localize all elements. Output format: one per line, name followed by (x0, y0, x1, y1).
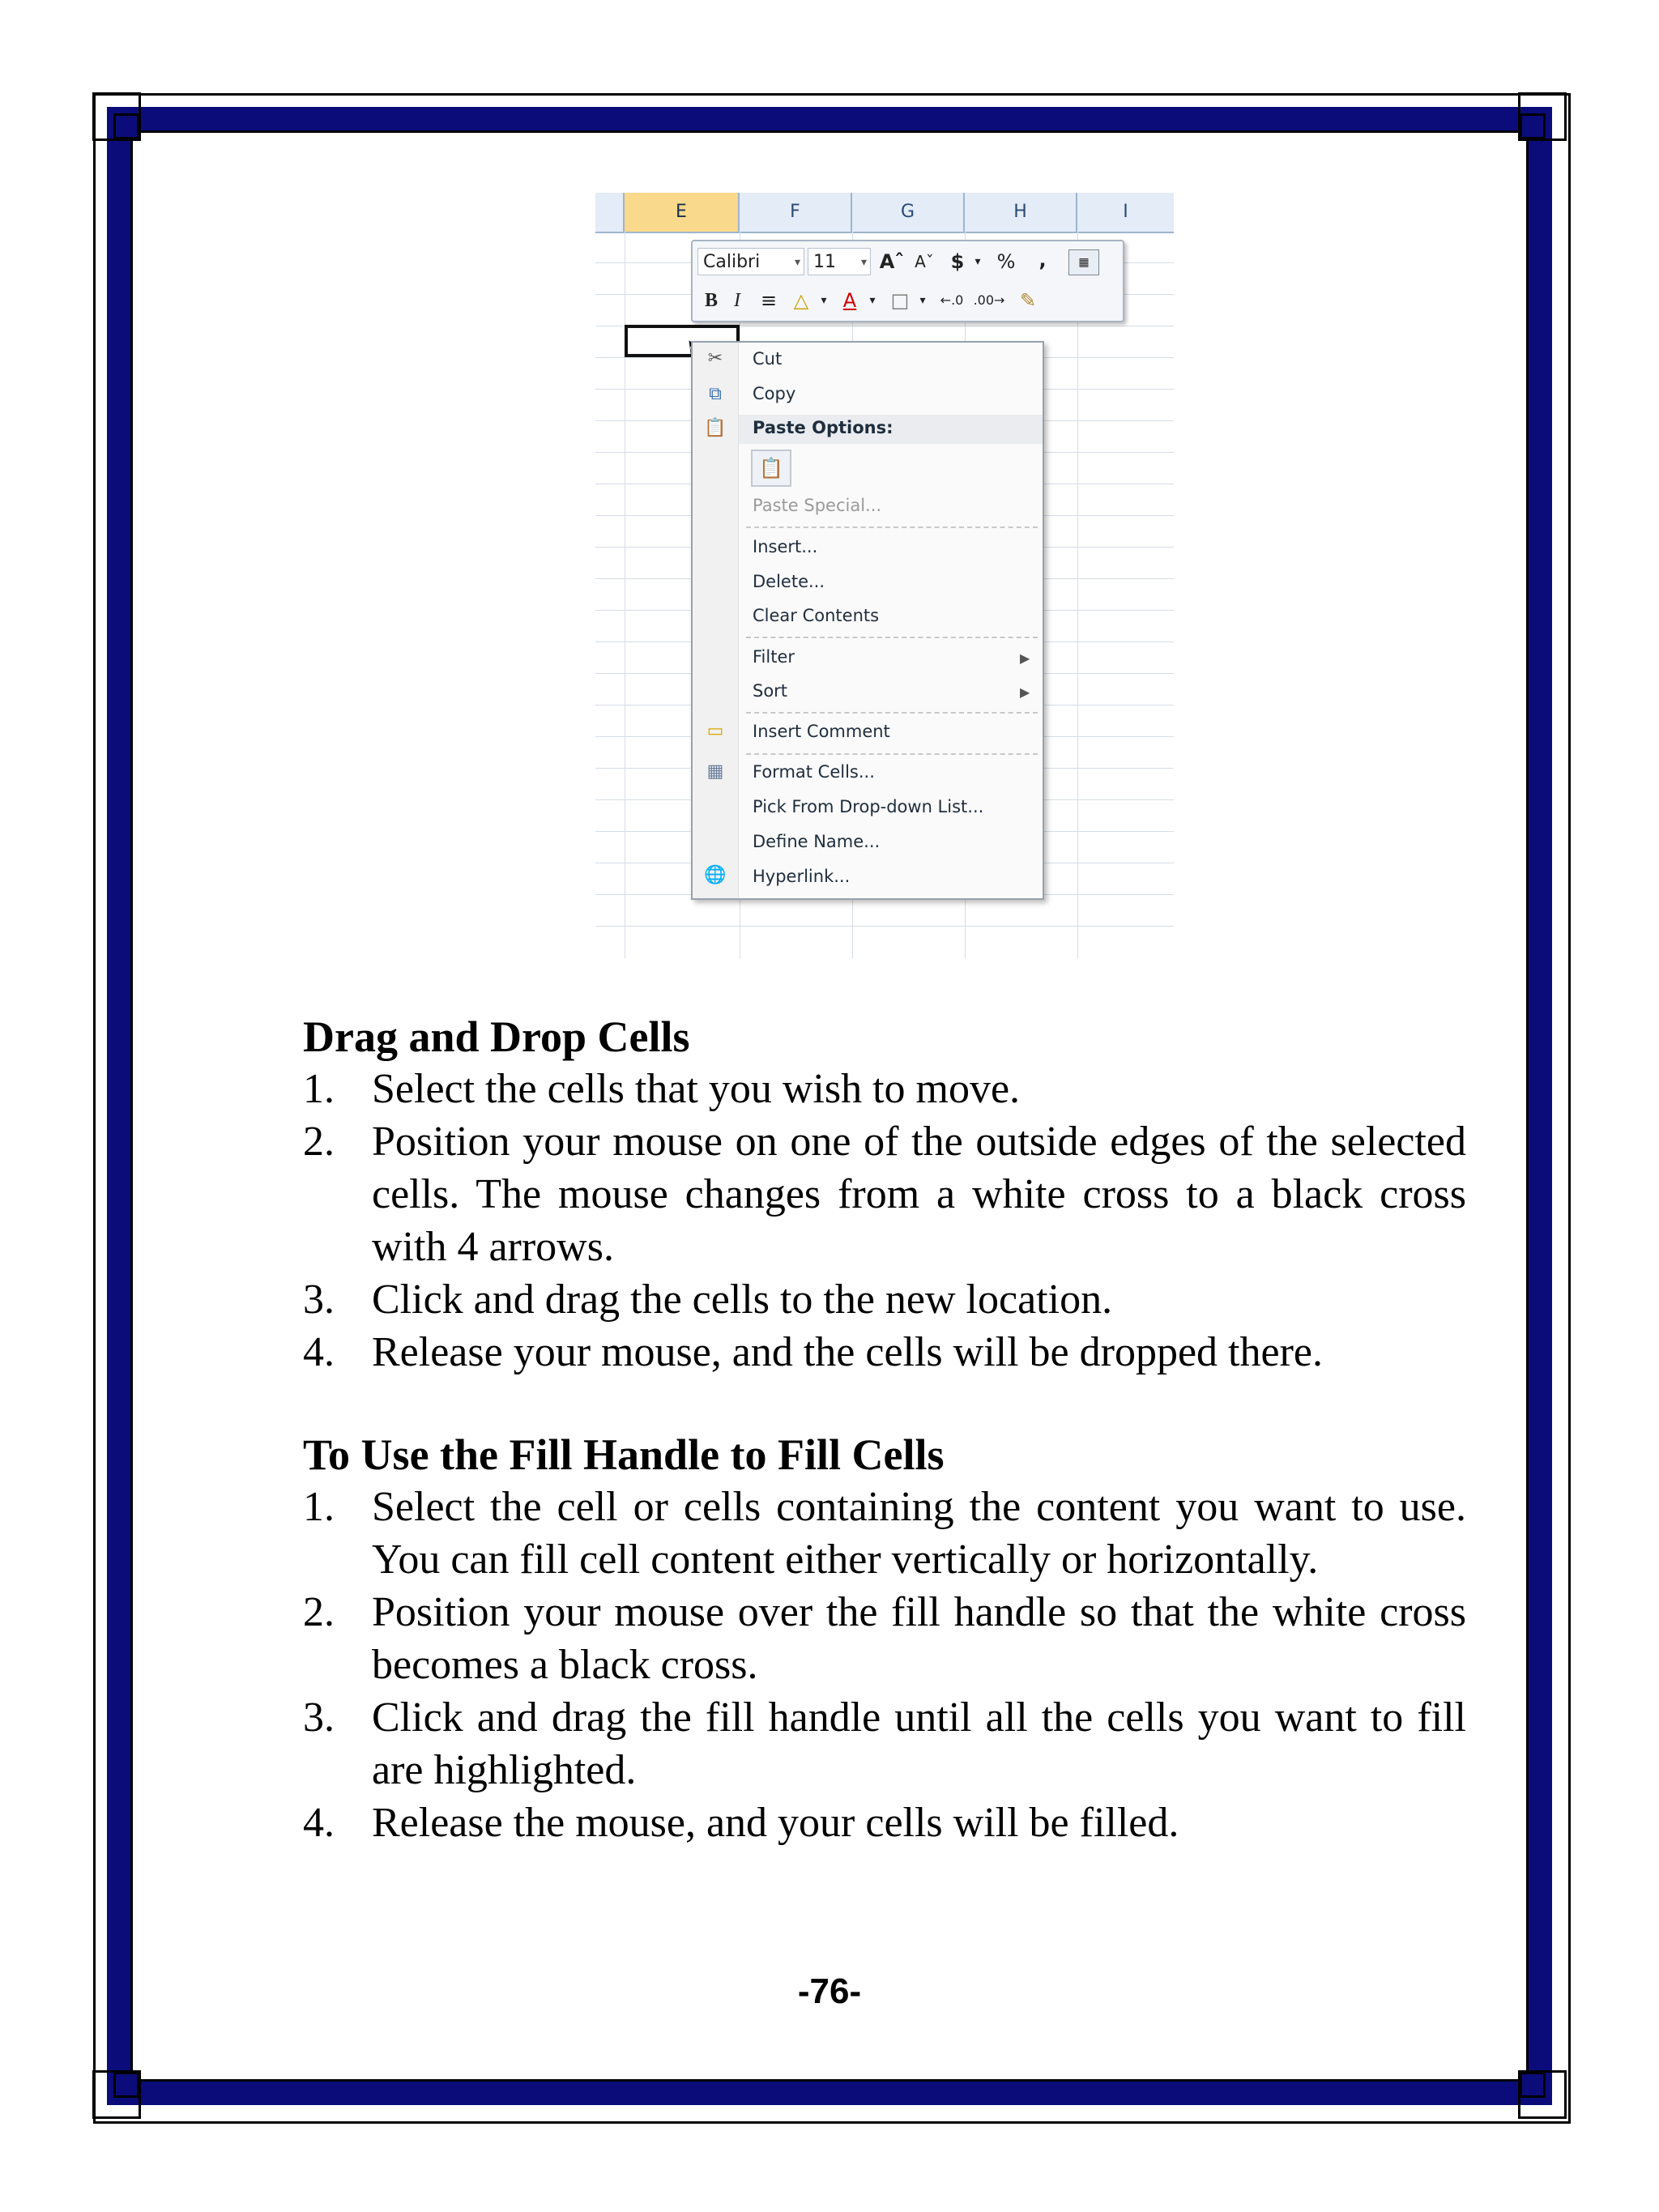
chevron-down-icon[interactable]: ▾ (919, 294, 926, 307)
fill-color-icon[interactable]: △ (793, 289, 809, 312)
column-header-e[interactable]: E (625, 193, 740, 232)
menu-item-pick-from-list[interactable]: Pick From Drop-down List... (753, 797, 984, 816)
excel-screenshot (595, 193, 1174, 958)
font-name-dropdown[interactable] (697, 248, 804, 275)
submenu-arrow-icon: ▶ (1020, 684, 1030, 700)
font-name-value: Calibri (703, 252, 761, 272)
frame-corner-square-br (1520, 2072, 1546, 2098)
page-number: -76- (797, 1971, 862, 2011)
fill-handle-steps (303, 1481, 1466, 1849)
paste-options-header: Paste Options: (753, 418, 893, 437)
list-item (303, 1481, 1466, 1586)
column-header-i[interactable]: I (1123, 202, 1128, 222)
list-item-number: 2. (303, 1589, 335, 1635)
menu-item-paste-special[interactable]: Paste Special... (753, 496, 882, 515)
currency-button[interactable]: $ (950, 250, 965, 273)
list-item-number: 1. (303, 1484, 335, 1530)
list-item-number: 3. (303, 1694, 335, 1741)
menu-separator (746, 712, 1038, 714)
menu-item-define-name[interactable]: Define Name... (753, 832, 881, 851)
chevron-down-icon[interactable]: ▾ (975, 255, 981, 268)
menu-item-hyperlink[interactable]: Hyperlink... (753, 867, 851, 886)
menu-item-filter[interactable]: Filter (753, 647, 795, 667)
menu-item-insert[interactable]: Insert... (753, 537, 818, 556)
menu-item-insert-comment[interactable]: Insert Comment (753, 722, 890, 741)
row-header-corner (595, 193, 625, 232)
chevron-down-icon[interactable]: ▾ (869, 294, 876, 307)
list-item-text: Click and drag the cells to the new location. (372, 1276, 1113, 1323)
menu-separator (746, 526, 1038, 528)
column-header-f[interactable]: F (740, 193, 852, 232)
font-size-dropdown[interactable] (808, 248, 871, 275)
section-title-drag-drop: Drag and Drop Cells (303, 1012, 690, 1061)
menu-item-cut[interactable]: Cut (753, 349, 783, 369)
column-header-g[interactable]: G (852, 193, 965, 232)
copy-icon: ⧉ (709, 384, 722, 404)
list-item (303, 1063, 1466, 1115)
grow-font-button[interactable]: Aˆ (879, 250, 905, 273)
list-item (303, 1115, 1466, 1273)
section-title-fill-handle: To Use the Fill Handle to Fill Cells (303, 1430, 945, 1479)
list-item-number: 3. (303, 1276, 335, 1323)
format-cells-icon: ▦ (706, 761, 724, 782)
font-color-icon[interactable]: A (842, 289, 857, 312)
frame-corner-square-tr (1520, 113, 1546, 139)
context-menu (691, 341, 1044, 900)
list-item-number: 2. (303, 1119, 335, 1165)
list-item (303, 1586, 1466, 1691)
bold-button[interactable]: B (704, 290, 718, 311)
document-body (303, 1011, 1466, 1849)
chevron-down-icon: ▾ (794, 256, 800, 269)
percent-button[interactable]: % (996, 250, 1016, 273)
menu-item-clear-contents[interactable]: Clear Contents (753, 606, 880, 625)
format-painter-table-icon[interactable]: ▦ (1068, 249, 1099, 275)
menu-separator (746, 753, 1038, 755)
drag-drop-steps (303, 1063, 1466, 1379)
list-item-number: 4. (303, 1800, 335, 1846)
list-item (303, 1326, 1466, 1379)
paste-option-clipboard-icon[interactable]: 📋 (751, 450, 791, 487)
list-item-text: Position your mouse on one of the outside edges of the selected cells. The mouse changes from a white cross to a black cross with 4 arrows. (372, 1119, 1466, 1270)
increase-decimal-icon[interactable]: ←.0 (940, 292, 964, 308)
list-item-text: Click and drag the fill handle until all the cells you want to fill are highlighted. (372, 1694, 1466, 1793)
scissors-icon: ✂ (707, 348, 723, 369)
borders-icon[interactable]: □ (890, 289, 910, 312)
list-item (303, 1796, 1466, 1849)
list-item-text: Position your mouse over the fill handle so that the white cross becomes a black cross. (372, 1589, 1466, 1688)
menu-item-sort[interactable]: Sort (753, 681, 788, 701)
list-item-number: 1. (303, 1066, 335, 1112)
list-item-text: Select the cells that you wish to move. (372, 1066, 1021, 1112)
shrink-font-button[interactable]: Aˇ (915, 252, 934, 271)
list-item-text: Release your mouse, and the cells will be dropped there. (372, 1329, 1323, 1375)
comment-icon: ▭ (706, 721, 724, 741)
decrease-decimal-icon[interactable]: .00→ (973, 292, 1005, 308)
frame-corner-square-bl (113, 2072, 139, 2098)
chevron-down-icon: ▾ (860, 256, 867, 269)
menu-item-delete[interactable]: Delete... (753, 572, 825, 591)
menu-separator (746, 637, 1038, 638)
frame-corner-square-tl (113, 113, 139, 139)
italic-button[interactable]: I (734, 290, 740, 311)
column-header-h[interactable]: H (965, 193, 1077, 232)
chevron-down-icon[interactable]: ▾ (821, 294, 827, 307)
clipboard-icon: 📋 (704, 418, 727, 438)
submenu-arrow-icon: ▶ (1020, 650, 1030, 666)
mini-toolbar (691, 240, 1124, 322)
align-center-icon[interactable]: ≡ (760, 289, 778, 312)
comma-style-button[interactable]: , (1038, 249, 1047, 271)
list-item-number: 4. (303, 1329, 335, 1375)
list-item (303, 1273, 1466, 1326)
format-painter-icon[interactable]: ✎ (1019, 289, 1037, 312)
hyperlink-globe-icon: 🌐 (704, 865, 727, 885)
menu-item-copy[interactable]: Copy (753, 384, 796, 403)
list-item-text: Release the mouse, and your cells will be filled. (372, 1800, 1179, 1846)
font-size-value: 11 (813, 252, 836, 272)
menu-item-format-cells[interactable]: Format Cells... (753, 762, 875, 782)
list-item-text: Select the cell or cells containing the content you want to use. You can fill cell content either vertically or horizontally. (372, 1484, 1466, 1583)
list-item (303, 1691, 1466, 1796)
column-header-row (595, 193, 1174, 233)
